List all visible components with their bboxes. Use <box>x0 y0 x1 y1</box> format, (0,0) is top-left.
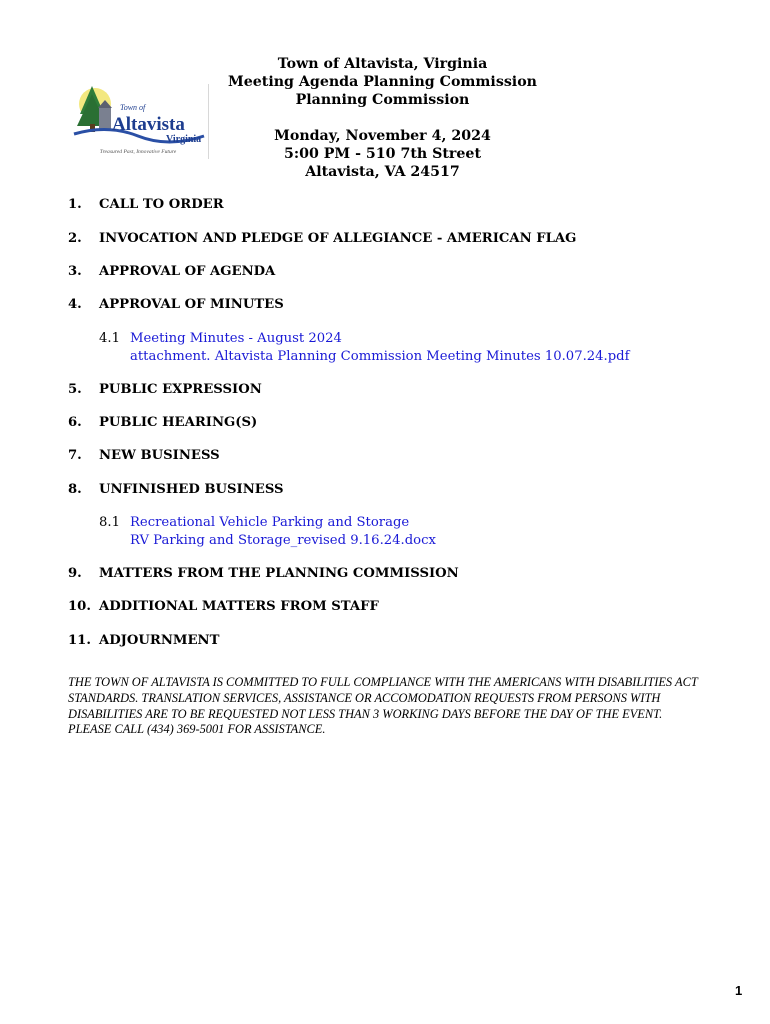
subitem-number: 4.1 <box>99 331 120 346</box>
subitem-title-link[interactable]: Recreational Vehicle Parking and Storage <box>130 515 410 530</box>
header-town: Town of Altavista, Virginia <box>277 56 488 72</box>
item-number: 2. <box>68 231 82 246</box>
logo-state: Virginia <box>166 134 202 145</box>
item-number: 9. <box>68 566 82 581</box>
logo-town-of: Town of <box>120 103 146 112</box>
subitem-number: 8.1 <box>99 515 120 530</box>
item-number: 4. <box>68 297 82 312</box>
item-label: PUBLIC HEARING(S) <box>99 415 258 430</box>
item-label: NEW BUSINESS <box>99 448 220 463</box>
item-number: 10. <box>68 599 91 614</box>
subitem-attachment-link[interactable]: attachment. Altavista Planning Commission Meeting Minutes 10.07.24.pdf <box>130 349 630 364</box>
subitem-attachment-link[interactable]: RV Parking and Storage_revised 9.16.24.docx <box>130 533 436 548</box>
item-number: 1. <box>68 197 82 212</box>
item-label: APPROVAL OF AGENDA <box>99 264 276 279</box>
item-number: 3. <box>68 264 82 279</box>
item-number: 11. <box>68 633 91 648</box>
item-label: CALL TO ORDER <box>99 197 224 212</box>
item-number: 8. <box>68 482 82 497</box>
subitem-title-link[interactable]: Meeting Minutes - August 2024 <box>130 331 342 346</box>
item-number: 7. <box>68 448 82 463</box>
logo-tagline: Treasured Past, Innovative Future <box>99 149 177 155</box>
header-date: Monday, November 4, 2024 <box>274 128 491 144</box>
header-city: Altavista, VA 24517 <box>305 164 460 180</box>
item-label: ADJOURNMENT <box>99 633 220 648</box>
page-number: 1 <box>735 983 743 998</box>
logo-name: Altavista <box>112 114 185 135</box>
item-label: PUBLIC EXPRESSION <box>99 382 262 397</box>
header-meeting: Meeting Agenda Planning Commission <box>228 74 537 90</box>
item-label: ADDITIONAL MATTERS FROM STAFF <box>99 599 379 614</box>
item-label: APPROVAL OF MINUTES <box>99 297 284 312</box>
ada-notice: THE TOWN OF ALTAVISTA IS COMMITTED TO FULL COMPLIANCE WITH THE AMERICANS WITH DISABILITIES ACT STANDARDS. TRANSLATION SERVICES, ASSISTANCE OR ACCOMODATION REQUESTS FROM PERSONS WITH DISABILITIES ARE TO BE REQUESTED NOT LESS THAN 3 WORKING DAYS BEFORE THE DAY OF THE EVENT. PLEASE CALL (434) 369-5001 FOR ASSISTANCE. <box>68 675 698 737</box>
agenda-header <box>150 55 615 181</box>
item-number: 6. <box>68 415 82 430</box>
item-label: INVOCATION AND PLEDGE OF ALLEGIANCE - AMERICAN FLAG <box>99 231 577 246</box>
item-label: UNFINISHED BUSINESS <box>99 482 284 497</box>
item-label: MATTERS FROM THE PLANNING COMMISSION <box>99 566 459 581</box>
header-body: Planning Commission <box>295 92 470 108</box>
header-time-place: 5:00 PM - 510 7th Street <box>283 146 482 162</box>
item-number: 5. <box>68 382 82 397</box>
